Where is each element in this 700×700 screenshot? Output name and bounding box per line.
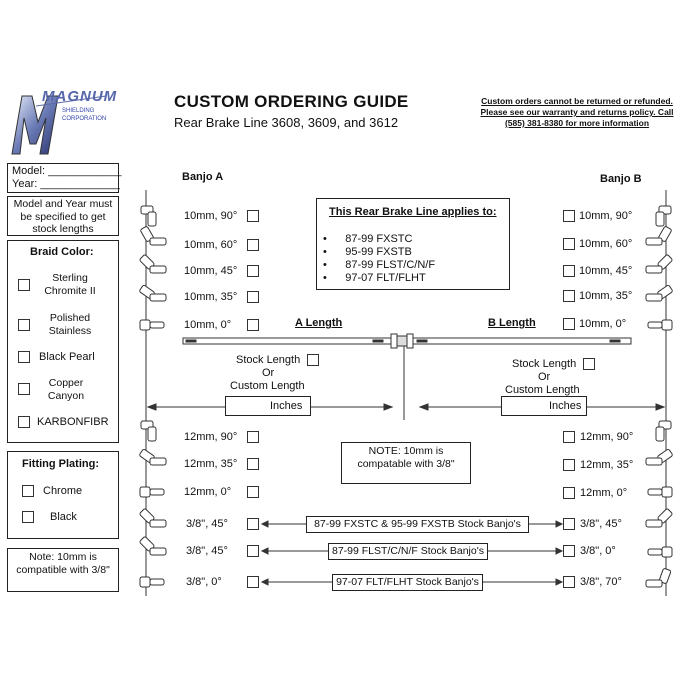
braid-label-copper: Copper Canyon <box>47 377 85 402</box>
a-or-label: Or <box>262 367 275 379</box>
banjo-b-option-checkbox[interactable] <box>563 431 575 443</box>
banjo-a-option-label: 10mm, 35° <box>184 291 238 303</box>
applies-to-box <box>316 198 510 290</box>
banjo-a-option-checkbox[interactable] <box>247 458 259 470</box>
banjo-b-option-label: 10mm, 45° <box>579 265 633 277</box>
banjo-a-option-label: 3/8", 0° <box>186 576 222 588</box>
fitting-plating-title: Fitting Plating: <box>22 458 99 470</box>
banjo-b-option-label: 3/8", 45° <box>580 518 622 530</box>
logo-name: MAGNUM <box>42 88 118 105</box>
banjo-b-label: Banjo B <box>600 173 642 185</box>
model-field[interactable]: Model: ____________ <box>12 165 122 177</box>
applies-model-item: • 87-99 FXSTC <box>323 233 413 245</box>
stock-banjo-tag: 87-99 FLST/C/N/F Stock Banjo's <box>328 543 488 560</box>
a-inches-field[interactable] <box>225 396 311 416</box>
banjo-a-option-checkbox[interactable] <box>247 210 259 222</box>
a-inches-label: Inches <box>270 400 303 412</box>
plating-label-chrome: Chrome <box>43 485 83 497</box>
b-stock-length-label: Stock Length <box>512 358 577 370</box>
braid-color-title: Braid Color: <box>30 246 94 258</box>
banjo-a-option-label: 12mm, 35° <box>184 458 238 470</box>
banjo-a-option-checkbox[interactable] <box>247 545 259 557</box>
banjo-a-option-label: 3/8", 45° <box>186 545 228 557</box>
banjo-b-option-checkbox[interactable] <box>563 487 575 499</box>
banjo-a-option-checkbox[interactable] <box>247 319 259 331</box>
banjo-b-option-checkbox[interactable] <box>563 238 575 250</box>
a-stock-length-label: Stock Length <box>236 354 301 366</box>
banjo-b-option-checkbox[interactable] <box>563 318 575 330</box>
banjo-a-option-checkbox[interactable] <box>247 576 259 588</box>
banjo-a-fittings <box>139 206 166 587</box>
braid-label-polished: Polished Stainless <box>48 312 92 337</box>
b-inches-field[interactable] <box>501 396 587 416</box>
applies-model-text: 87-99 FLST/C/N/F <box>345 259 436 271</box>
braid-label-sterling: Sterling Chromite II <box>44 272 96 297</box>
a-stock-length-checkbox[interactable] <box>307 354 319 366</box>
banjo-b-option-label: 3/8", 70° <box>580 576 622 588</box>
applies-model-text: 87-99 FXSTC <box>345 233 413 245</box>
banjo-b-option-checkbox[interactable] <box>563 576 575 588</box>
returns-notice: Custom orders cannot be returned or refunded. Please see our warranty and returns policy. Call (585) 381-8380 for more information <box>480 96 674 128</box>
logo-line2: CORPORATION <box>62 116 107 122</box>
applies-model-text: 97-07 FLT/FLHT <box>345 272 426 284</box>
a-custom-length-label: Custom Length <box>230 380 305 392</box>
banjo-a-option-label: 12mm, 0° <box>184 486 232 498</box>
banjo-b-option-label: 10mm, 35° <box>579 290 633 302</box>
banjo-b-option-label: 10mm, 90° <box>579 210 633 222</box>
brake-line-assembly <box>183 334 631 348</box>
year-field[interactable]: Year: _____________ <box>12 178 120 190</box>
banjo-a-option-checkbox[interactable] <box>247 518 259 530</box>
banjo-b-option-label: 10mm, 60° <box>579 238 633 250</box>
banjo-b-option-label: 12mm, 0° <box>580 487 628 499</box>
banjo-a-option-label: 12mm, 90° <box>184 431 238 443</box>
banjo-a-option-checkbox[interactable] <box>247 239 259 251</box>
banjo-b-option-label: 10mm, 0° <box>579 318 627 330</box>
model-note: Model and Year must be specified to get stock lengths <box>13 198 113 235</box>
banjo-b-option-checkbox[interactable] <box>563 459 575 471</box>
applies-model-item: • 87-99 FLST/C/N/F <box>323 259 436 271</box>
banjo-b-fittings <box>646 206 673 587</box>
applies-model-item: • 95-99 FXSTB <box>323 246 412 258</box>
left-note: Note: 10mm is compatible with 3/8" <box>16 551 110 576</box>
center-note-box <box>341 442 471 484</box>
stock-banjo-tag: 97-07 FLT/FLHT Stock Banjo's <box>332 574 483 591</box>
banjo-a-label: Banjo A <box>182 171 224 183</box>
b-length-label: B Length <box>488 317 536 329</box>
banjo-b-option-label: 3/8", 0° <box>580 545 616 557</box>
applies-model-text: 95-99 FXSTB <box>345 246 412 258</box>
banjo-b-option-checkbox[interactable] <box>563 545 575 557</box>
page-subtitle: Rear Brake Line 3608, 3609, and 3612 <box>174 115 399 130</box>
b-or-label: Or <box>538 371 551 383</box>
banjo-b-option-checkbox[interactable] <box>563 210 575 222</box>
banjo-a-option-checkbox[interactable] <box>247 431 259 443</box>
banjo-a-option-label: 3/8", 45° <box>186 518 228 530</box>
banjo-b-option-label: 12mm, 35° <box>580 459 634 471</box>
logo-line1: SHIELDING <box>62 108 95 114</box>
page-title: CUSTOM ORDERING GUIDE <box>174 92 409 111</box>
applies-model-item: • 97-07 FLT/FLHT <box>323 272 426 284</box>
applies-to-title: This Rear Brake Line applies to: <box>329 206 497 218</box>
b-custom-length-label: Custom Length <box>505 384 580 396</box>
banjo-a-option-label: 10mm, 45° <box>184 265 238 277</box>
banjo-a-option-checkbox[interactable] <box>247 291 259 303</box>
plating-label-black: Black <box>50 511 77 523</box>
center-note: NOTE: 10mm is compatable with 3/8" <box>357 445 455 470</box>
banjo-b-option-checkbox[interactable] <box>563 518 575 530</box>
banjo-a-option-label: 10mm, 90° <box>184 210 238 222</box>
stock-banjo-tag: 87-99 FXSTC & 95-99 FXSTB Stock Banjo's <box>306 516 529 533</box>
b-stock-length-checkbox[interactable] <box>583 358 595 370</box>
banjo-b-option-checkbox[interactable] <box>563 290 575 302</box>
banjo-a-option-checkbox[interactable] <box>247 265 259 277</box>
banjo-b-option-checkbox[interactable] <box>563 265 575 277</box>
braid-label-karbonfibr: KARBONFIBR <box>37 416 109 428</box>
banjo-a-option-checkbox[interactable] <box>247 486 259 498</box>
braid-label-black-pearl: Black Pearl <box>39 351 95 363</box>
banjo-a-option-label: 10mm, 60° <box>184 239 238 251</box>
b-inches-label: Inches <box>549 400 582 412</box>
banjo-a-option-label: 10mm, 0° <box>184 319 232 331</box>
a-length-label: A Length <box>295 317 343 329</box>
banjo-b-option-label: 12mm, 90° <box>580 431 634 443</box>
